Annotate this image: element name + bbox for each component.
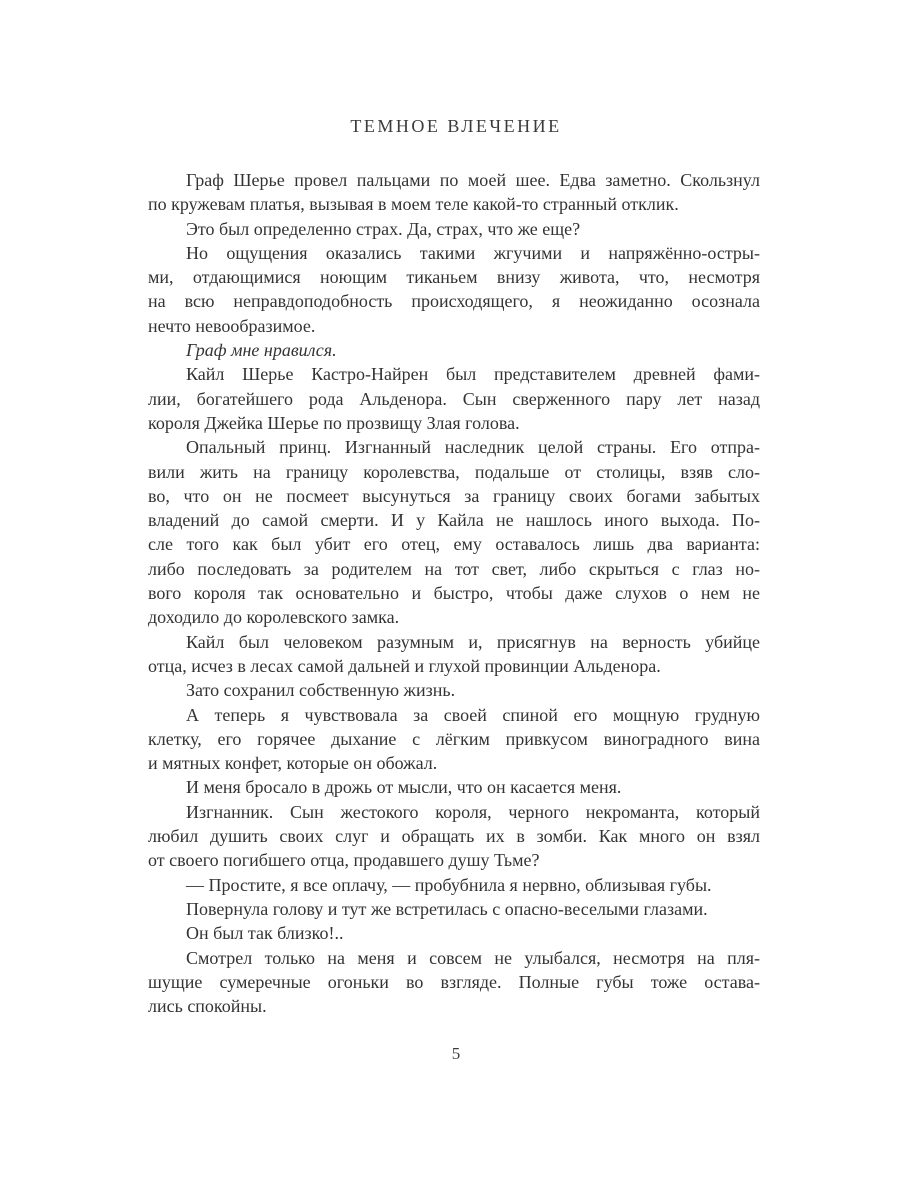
text-line: сле того как был убит его отец, ему оставалось лишь два варианта: [148,534,760,555]
text-line: по кружевам платья, вызывая в моем теле какой-то странный отклик. [148,194,679,215]
text-line: Граф Шерье провел пальцами по моей шее. Едва заметно. Скользнул [186,170,760,190]
text-line: Кайл был человеком разумным и, присягнув на верность убийце [186,631,760,652]
text-line: — Простите, я все оплачу, — пробубнила я нервно, облизывая губы. [186,874,712,895]
text-line: Опальный принц. Изгнанный наследник целой страны. Его отпра- [186,437,760,458]
text-line: отца, исчез в лесах самой дальней и глухой провинции Альденора. [148,655,661,676]
text-line: вили жить на границу королевства, подальше от столицы, взяв сло- [148,461,760,482]
text-line: во, что он не посмеет высунуться за границу своих богами забытых [148,485,760,506]
text-line: Граф мне нравился. [186,340,337,361]
text-line: любил душить своих слуг и обращать их в зомби. Как много он взял [148,826,760,847]
text-line: короля Джейка Шерье по прозвищу Злая голова. [148,412,520,433]
text-line: доходило до королевского замка. [148,607,400,628]
text-line: вого короля так основательно и быстро, чтобы даже слухов о нем не [148,583,760,604]
text-line: на всю неправдоподобность происходящего, я неожиданно осознала [148,291,760,312]
text-line: от своего погибшего отца, продавшего душу Тьме? [148,850,540,871]
text-line: Изгнанник. Сын жестокого короля, черного некроманта, который [186,801,760,822]
running-title: ТЕМНОЕ ВЛЕЧЕНИЕ [350,116,562,136]
text-line: лии, богатейшего рода Альденора. Сын сверженного пару лет назад [148,388,760,409]
text-block [148,168,760,1018]
text-line: и мятных конфет, которые он обожал. [148,753,438,774]
text-line: И меня бросало в дрожь от мысли, что он касается меня. [186,777,622,798]
text-line: Это был определенно страх. Да, страх, что же еще? [186,218,581,239]
text-line: Смотрел только на меня и совсем не улыбался, несмотря на пля- [186,947,760,968]
text-line: либо последовать за родителем на тот свет, либо скрыться с глаз но- [148,558,760,579]
text-line: шущие сумеречные огоньки во взгляде. Полные губы тоже остава- [148,971,760,992]
text-line: Он был так близко!.. [186,923,344,944]
page-number: 5 [451,1044,461,1063]
text-line: Повернула голову и тут же встретилась с опасно-веселыми глазами. [186,898,708,919]
text-line: нечто невообразимое. [148,315,316,336]
text-line: ми, отдающимися ноющим тиканьем внизу живота, что, несмотря [148,267,760,288]
text-line: А теперь я чувствовала за своей спиной его мощную грудную [186,704,760,725]
text-line: лись спокойны. [148,996,267,1017]
text-line: владений до самой смерти. И у Кайла не нашлось иного выхода. По- [148,510,760,531]
text-line: клетку, его горячее дыхание с лёгким привкусом виноградного вина [148,728,760,749]
text-line: Зато сохранил собственную жизнь. [186,680,456,701]
text-line: Кайл Шерье Кастро-Найрен был представителем древней фами- [186,364,760,385]
text-line: Но ощущения оказались такими жгучими и напряжённо-остры- [186,242,760,263]
